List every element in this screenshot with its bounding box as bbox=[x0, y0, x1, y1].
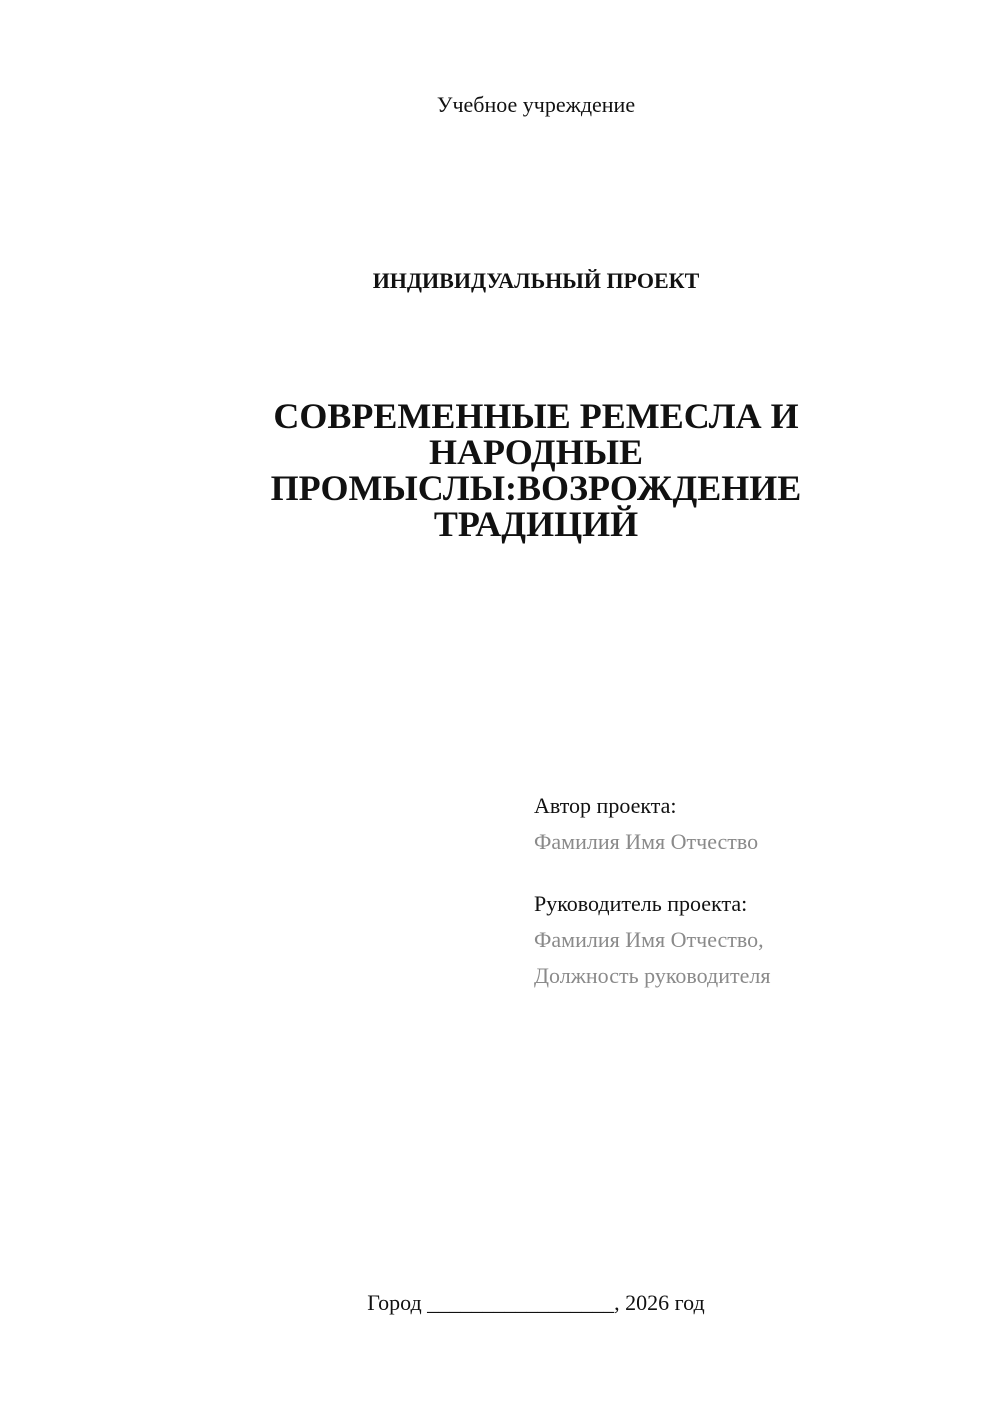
institution-name: Учебное учреждение bbox=[436, 92, 636, 117]
document-type: ИНДИВИДУАЛЬНЫЙ ПРОЕКТ bbox=[372, 268, 700, 293]
project-title bbox=[250, 398, 822, 542]
spacer bbox=[534, 860, 770, 886]
supervisor-label: Руководитель проекта: bbox=[534, 891, 748, 916]
project-info-block bbox=[534, 788, 770, 994]
title-line: ПРОМЫСЛЫ:ВОЗРОЖДЕНИЕ bbox=[270, 468, 802, 508]
author-name: Фамилия Имя Отчество bbox=[534, 829, 759, 854]
title-line: СОВРЕМЕННЫЕ РЕМЕСЛА И bbox=[273, 396, 799, 436]
city-year-line: Город _________________, 2026 год bbox=[367, 1290, 705, 1315]
author-label: Автор проекта: bbox=[534, 793, 677, 818]
supervisor-name: Фамилия Имя Отчество, bbox=[534, 927, 764, 952]
supervisor-position: Должность руководителя bbox=[534, 963, 771, 988]
title-line: ТРАДИЦИЙ bbox=[433, 504, 639, 544]
title-line: НАРОДНЫЕ bbox=[428, 432, 644, 472]
